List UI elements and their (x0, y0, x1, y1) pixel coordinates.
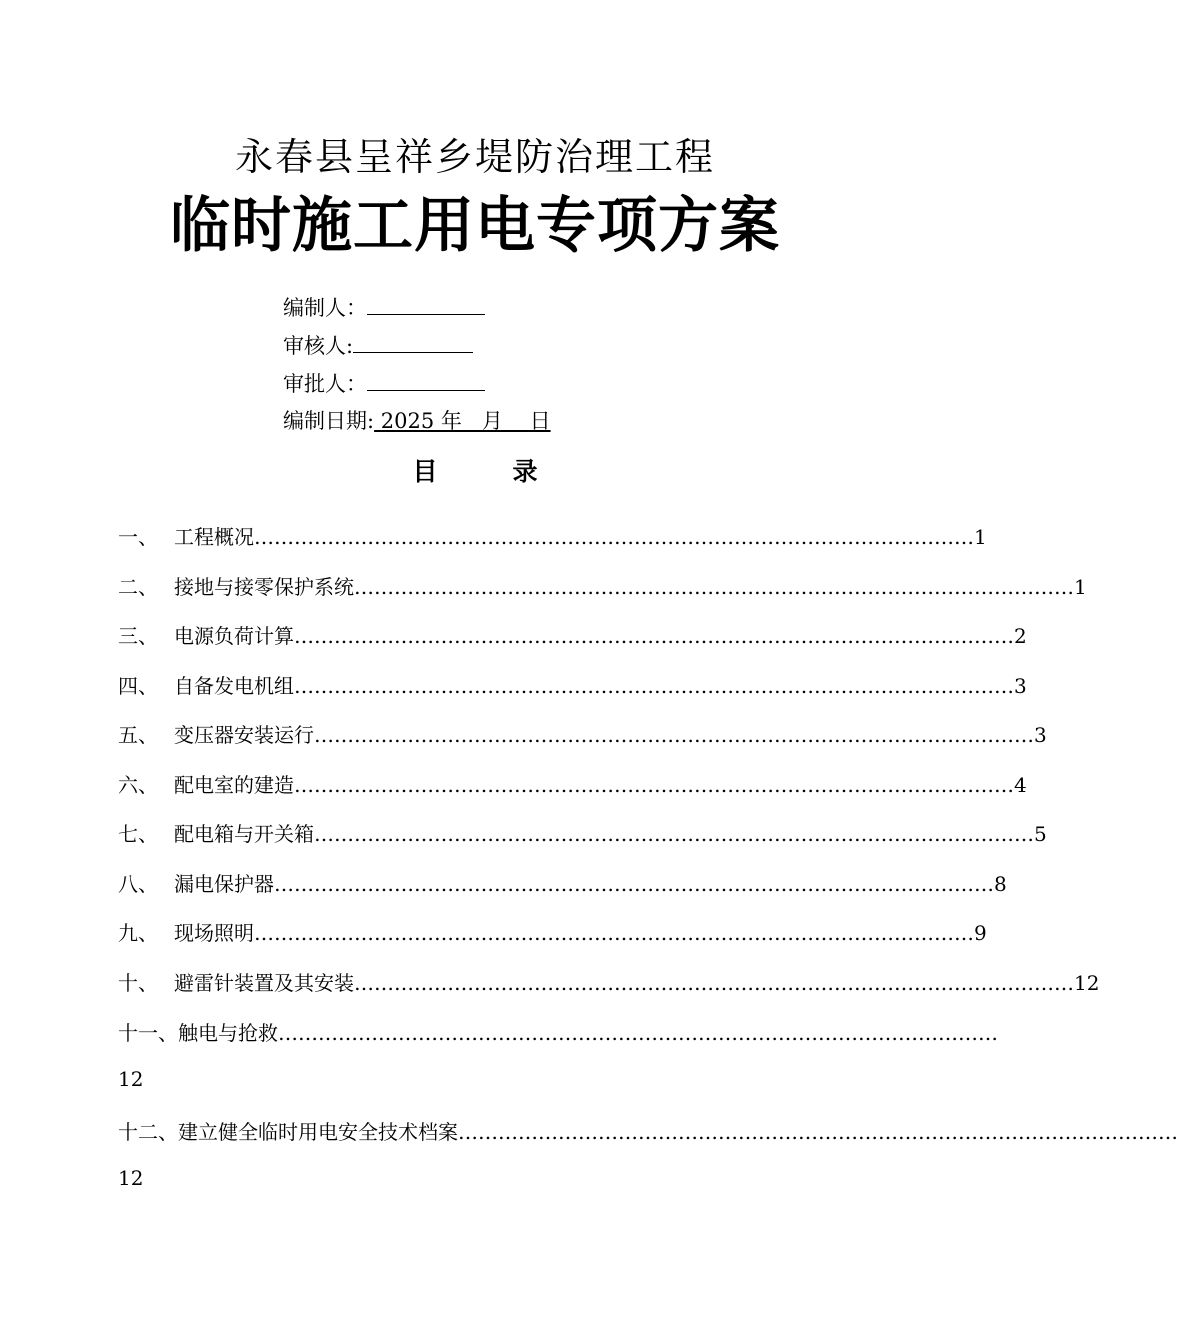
toc-leader-dots: ……………………………………………………………………………………………… (458, 1120, 1178, 1144)
approver-label: 审批人： (283, 372, 367, 396)
reviewer-blank-line (353, 334, 473, 353)
toc-item-page: 3 (1014, 674, 1027, 698)
toc-leader-dots: ……………………………………………………………………………………………… (254, 921, 974, 945)
approver-blank-line (367, 372, 485, 391)
approver-field (283, 368, 485, 398)
toc-item-number: 三、 (118, 624, 158, 648)
document-subtitle: 永春县呈祥乡堤防治理工程 (234, 135, 715, 179)
toc-item[interactable] (118, 868, 1007, 897)
toc-leader-dots: ……………………………………………………………………………………………… (294, 624, 1014, 648)
toc-leader-dots: ……………………………………………………………………………………………… (254, 525, 974, 549)
toc-item[interactable] (118, 1116, 1178, 1145)
toc-item-number: 五、 (118, 723, 158, 747)
toc-item-page: 4 (1014, 773, 1027, 797)
toc-item[interactable] (118, 769, 1027, 798)
toc-item-title: 现场照明 (174, 921, 254, 945)
compiler-field (283, 292, 485, 322)
toc-item-title: 配电箱与开关箱 (174, 822, 314, 846)
date-field (283, 405, 551, 435)
toc-leader-dots: ……………………………………………………………………………………………… (274, 872, 994, 896)
toc-item[interactable] (118, 818, 1047, 847)
toc-leader-dots: ……………………………………………………………………………………………… (314, 723, 1034, 747)
toc-item-title: 建立健全临时用电安全技术档案 (178, 1120, 458, 1144)
toc-item-title: 工程概况 (174, 525, 254, 549)
toc-item[interactable] (118, 1017, 998, 1046)
toc-item-number: 八、 (118, 872, 158, 896)
toc-heading: 目 录 (412, 457, 538, 486)
toc-item-number: 二、 (118, 575, 158, 599)
toc-item-page: 12 (118, 1067, 144, 1091)
toc-item-page: 8 (994, 872, 1007, 896)
toc-item-title: 配电室的建造 (174, 773, 294, 797)
toc-item[interactable] (118, 620, 1027, 649)
toc-item-title: 漏电保护器 (174, 872, 274, 896)
toc-item-title: 变压器安装运行 (174, 723, 314, 747)
toc-item-page: 1 (1074, 575, 1087, 599)
toc-item[interactable] (118, 521, 987, 550)
toc-item-page: 9 (974, 921, 987, 945)
toc-item-title: 避雷针装置及其安装 (174, 971, 354, 995)
reviewer-label: 审核人: (283, 334, 354, 358)
document-title: 临时施工用电专项方案 (170, 191, 780, 261)
toc-item-number: 六、 (118, 773, 158, 797)
date-value: 2025 年 月 日 (374, 409, 551, 433)
toc-item-number: 九、 (118, 921, 158, 945)
toc-leader-dots: ……………………………………………………………………………………………… (278, 1021, 998, 1045)
toc-item-page: 12 (1074, 971, 1100, 995)
toc-item-page: 3 (1034, 723, 1047, 747)
toc-item-page: 2 (1014, 624, 1027, 648)
reviewer-field (283, 330, 473, 360)
date-label: 编制日期: (283, 409, 375, 433)
toc-leader-dots: ……………………………………………………………………………………………… (294, 674, 1014, 698)
toc-item-title: 自备发电机组 (174, 674, 294, 698)
toc-leader-dots: ……………………………………………………………………………………………… (354, 575, 1074, 599)
toc-leader-dots: ……………………………………………………………………………………………… (314, 822, 1034, 846)
toc-item[interactable] (118, 719, 1047, 748)
toc-item-page: 12 (118, 1166, 144, 1190)
toc-item-title: 触电与抢救 (178, 1021, 278, 1045)
toc-item-number: 四、 (118, 674, 158, 698)
toc-item-title: 接地与接零保护系统 (174, 575, 354, 599)
toc-item-page: 1 (974, 525, 987, 549)
toc-item[interactable] (118, 571, 1087, 600)
toc-leader-dots: ……………………………………………………………………………………………… (354, 971, 1074, 995)
toc-item[interactable] (118, 967, 1100, 996)
toc-item-number: 七、 (118, 822, 158, 846)
compiler-blank-line (367, 296, 485, 315)
toc-leader-dots: ……………………………………………………………………………………………… (294, 773, 1014, 797)
toc-item[interactable] (118, 670, 1027, 699)
toc-item-number: 十二、 (118, 1120, 178, 1144)
toc-item-number: 十、 (118, 971, 158, 995)
toc-item[interactable] (118, 917, 987, 946)
toc-item-page: 5 (1034, 822, 1047, 846)
compiler-label: 编制人： (283, 296, 367, 320)
toc-item-number: 一、 (118, 525, 158, 549)
toc-item-title: 电源负荷计算 (174, 624, 294, 648)
toc-item-number: 十一、 (118, 1021, 178, 1045)
